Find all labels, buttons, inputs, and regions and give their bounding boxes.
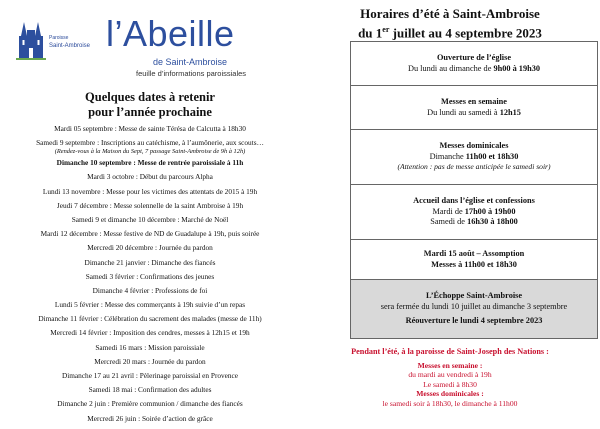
date-item: Mardi 12 décembre : Messe festive de ND de Guadalupe à 19h, puis soirée xyxy=(40,229,260,239)
date-item: Dimanche 2 juin : Première communion / dimanche des fiancés xyxy=(57,399,243,409)
schedule-heading: Horaires d’été à Saint-Ambroise du 1er juillet au 4 septembre 2023 xyxy=(358,6,542,41)
date-item: Jeudi 7 décembre : Messe solennelle de la saint Ambroise à 19h xyxy=(56,200,244,210)
date-item: Lundi 5 février : Messe des commerçants à 19h suivie d’un repas xyxy=(54,300,246,310)
newsletter-logo xyxy=(16,14,278,84)
newsletter-tagline: feuille d’informations paroissiales xyxy=(136,69,247,78)
date-item: Samedi 16 mars : Mission paroissiale xyxy=(95,342,205,352)
date-item: Samedi 18 mai : Confirmation des adultes xyxy=(88,385,212,395)
date-item: Mercredi 20 décembre : Journée du pardon xyxy=(87,243,213,253)
date-item: Samedi 9 septembre : Inscriptions au catéchisme, à l’aumônerie, aux scouts… (Rendez-vous à la Maison du Sept, 7 passage Saint-Ambroise de 9h à 12h) xyxy=(0,139,300,159)
summer-notice: Pendant l’été, à la paroisse de Saint-Joseph des Nations : Messes en semaine : du mardi au vendredi à 19h Le samedi à 8h30 Messes dominicales : le samedi soir à 18h30, le dimanche à 11h00 xyxy=(351,347,549,408)
date-item: Dimanche 10 septembre : Messe de rentrée paroissiale à 11h xyxy=(56,158,244,168)
box-assomption: Mardi 15 août – Assomption Messes à 11h00 et 18h30 xyxy=(351,240,597,280)
church-icon xyxy=(16,20,46,60)
date-item: Mercredi 26 juin : Soirée d’action de grâce xyxy=(87,413,213,423)
date-item: Samedi 9 et dimanche 10 décembre : Marché de Noël xyxy=(71,214,229,224)
date-item: Dimanche 4 février : Professions de foi xyxy=(92,285,208,295)
date-item: Mercredi 14 février : Imposition des cendres, messes à 12h15 et 19h xyxy=(50,328,250,338)
dates-heading: Quelques dates à retenir pour l’année prochaine xyxy=(85,90,215,119)
box-echoppe: L’Échoppe Saint-Ambroise sera fermée du lundi 10 juillet au dimanche 3 septembre Réouverture le lundi 4 septembre 2023 xyxy=(351,280,597,338)
date-item: Dimanche 17 au 21 avril : Pèlerinage paroissial en Provence xyxy=(61,371,239,380)
schedule-table xyxy=(350,41,598,339)
date-item: Mardi 05 septembre : Messe de sainte Térésa de Calcutta à 18h30 xyxy=(54,124,246,133)
newsletter-title: l’Abeille xyxy=(106,13,235,54)
box-ouverture: Ouverture de l’église Du lundi au dimanche de 9h00 à 19h30 xyxy=(351,42,597,86)
date-item: Dimanche 21 janvier : Dimanche des fiancés xyxy=(84,257,216,267)
left-column xyxy=(0,0,300,423)
newsletter-subtitle: de Saint-Ambroise xyxy=(153,57,228,67)
date-item: Lundi 13 novembre : Messe pour les victimes des attentats de 2015 à 19h xyxy=(42,186,258,196)
dates-list xyxy=(0,125,300,429)
parish-label: Paroisse Saint-Ambroise xyxy=(49,35,91,49)
date-item: Mercredi 20 mars : Journée du pardon xyxy=(94,356,206,366)
box-accueil: Accueil dans l’église et confessions Mardi de 17h00 à 19h00 Samedi de 16h30 à 18h00 xyxy=(351,185,597,240)
box-messes-semaine: Messes en semaine Du lundi au samedi à 12h15 xyxy=(351,86,597,130)
box-messes-dominicales: Messes dominicales Dimanche 11h00 et 18h30 (Attention : pas de messe anticipée le samedi soir) xyxy=(351,130,597,185)
date-item: Samedi 3 février : Confirmations des jeunes xyxy=(85,271,215,281)
date-note: (Rendez-vous à la Maison du Sept, 7 passage Saint-Ambroise de 9h à 12h) xyxy=(54,147,246,155)
date-item: Mardi 3 octobre : Début du parcours Alpha xyxy=(87,172,213,182)
date-item: Dimanche 11 février : Célébration du sacrement des malades (messe de 11h) xyxy=(38,314,262,324)
